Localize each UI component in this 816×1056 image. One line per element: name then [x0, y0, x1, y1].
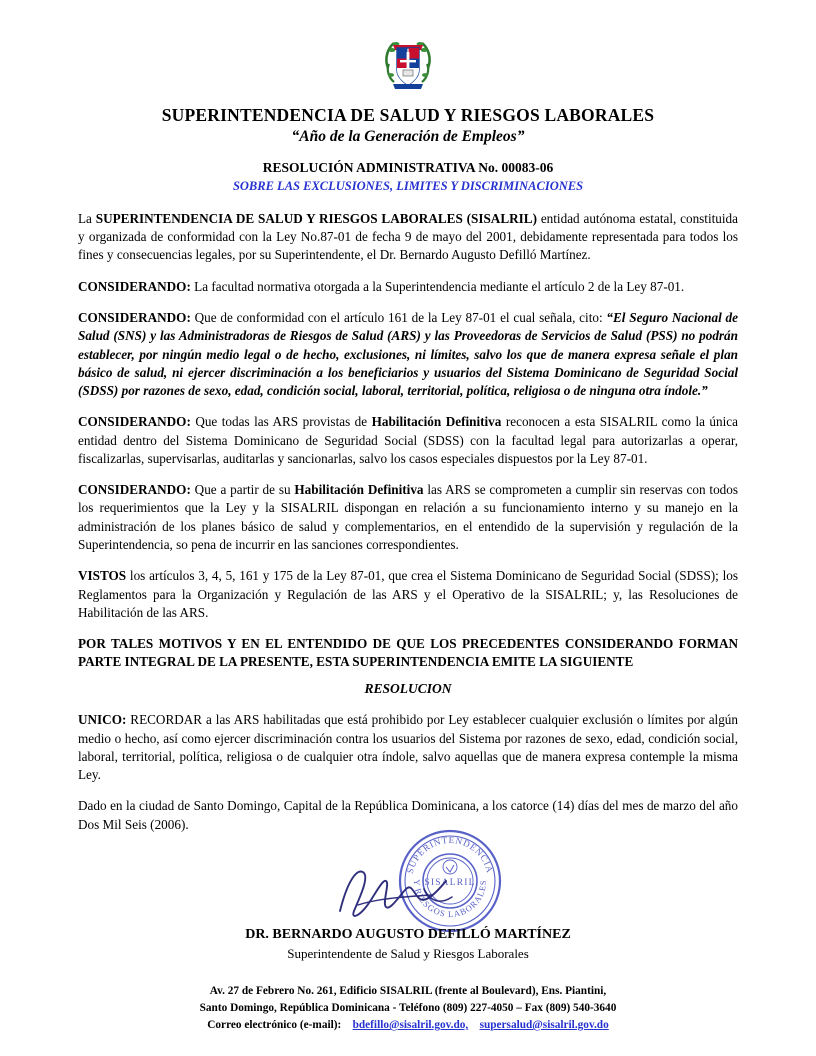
resolucion-heading: RESOLUCION: [364, 680, 452, 696]
year-motto: “Año de la Generación de Empleos”: [291, 127, 525, 145]
signer-role: Superintendente de Salud y Riesgos Laborales: [287, 945, 529, 961]
crest-container: [78, 34, 738, 101]
resolution-number: RESOLUCIÓN ADMINISTRATIVA No. 00083-06: [262, 159, 554, 175]
intro-entity-name: SUPERINTENDENCIA DE SALUD Y RIESGOS LABORALES (SISALRIL): [95, 210, 537, 226]
considerando-2-label: CONSIDERANDO:: [78, 310, 191, 326]
vistos-label: VISTOS: [78, 568, 127, 584]
footer-address-line-2: Santo Domingo, República Dominicana - Teléfono (809) 227-4050 – Fax (809) 540-3640: [199, 1002, 617, 1015]
paragraph-considerando-3: [78, 413, 738, 468]
considerando-4-label: CONSIDERANDO:: [78, 482, 191, 498]
signer-name: DR. BERNARDO AUGUSTO DEFILLÓ MARTÍNEZ: [245, 926, 571, 942]
paragraph-unico: [78, 711, 738, 784]
considerando-3-label: CONSIDERANDO:: [78, 414, 191, 430]
considerando-3-text-b: reconocen a esta SISALRIL como la única entidad dentro del Sistema Dominicano de Seguridad Social (SDSS) con la facultad legal para autorizarlas a operar, fiscalizarlas, supervisarlas, auditarlas y sancionarlas, salvo los casos especiales dispuestos por la Ley 87-01.: [78, 414, 738, 466]
footer: [78, 983, 738, 1034]
paragraph-intro: [78, 210, 738, 265]
resolution-subject: SOBRE LAS EXCLUSIONES, LIMITES Y DISCRIMINACIONES: [232, 178, 584, 193]
paragraph-dado-en: Dado en la ciudad de Santo Domingo, Capital de la República Dominicana, a los catorce (14) días del mes de marzo del año Dos Mil Seis (2006).: [78, 798, 738, 832]
svg-text:SUPERINTENDENCIA: SUPERINTENDENCIA: [404, 834, 496, 875]
considerando-3-text-a: Que todas las ARS provistas de: [190, 414, 372, 430]
intro-rest: entidad autónoma estatal, constituida y organizada de conformidad con la Ley No.87-01 de fecha 9 de mayo del 2001, debidamente representada para todos los fines y consecuencias legales, por su Superintendente, el Dr. Bernardo Augusto Defilló Martínez.: [78, 210, 738, 263]
unico-text: RECORDAR a las ARS habilitadas que está prohibido por Ley establecer cualquier exclusión o límites por algún medio o hecho, así como ejercer discriminación contra los usuarios del Sistema por razones de sexo, edad, condición social, laboral, territorial, política, religiosa o de cualquier otra índole, salvo aquellas que de manera expresa contemple la misma Ley.: [78, 712, 738, 783]
paragraph-vistos: [78, 567, 738, 622]
considerando-1-label: CONSIDERANDO:: [78, 278, 191, 294]
signature-area: [78, 834, 738, 965]
footer-email-row: [78, 1017, 738, 1034]
handwritten-signature-icon: [328, 859, 478, 929]
considerando-4-text-a: Que a partir de su: [190, 482, 295, 498]
intro-lead: La: [78, 210, 96, 226]
vistos-text: los artículos 3, 4, 5, 161 y 175 de la Ley 87-01, que crea el Sistema Dominicano de Seguridad Social (SDSS); los Reglamentos para la Organización y Regulación de las ARS y el Operativo de la SISALRIL; y, las Resoluciones de Habilitación de las ARS.: [78, 568, 738, 620]
footer-address-line-1: Av. 27 de Febrero No. 261, Edificio SISALRIL (frente al Boulevard), Ens. Piantini,: [209, 985, 607, 998]
email-link-supersalud[interactable]: supersalud@sisalril.gov.do: [479, 1019, 609, 1032]
svg-text:SISALRIL: SISALRIL: [424, 877, 476, 888]
organization-title: SUPERINTENDENCIA DE SALUD Y RIESGOS LABORALES: [161, 105, 655, 125]
considerando-1-text: La facultad normativa otorgada a la Superintendencia mediante el artículo 2 de la Ley 87-01.: [190, 278, 685, 294]
unico-label: UNICO:: [78, 712, 127, 728]
svg-text:Y RIESGOS LABORALES: Y RIESGOS LABORALES: [411, 879, 489, 919]
coat-of-arms-icon: [380, 34, 436, 96]
considerando-2-quote: “El Seguro Nacional de Salud (SNS) y las Administradoras de Riesgos de Salud (ARS) y las Proveedoras de Servicios de Salud (PSS) no podrán establecer, por ningún medio legal o de hecho, exclusiones, ni límites, salvo los que de manera expresa señale el plan básico de salud, ni ejercer discriminación a los beneficiarios y usuarios del Sistema Dominicano de Seguridad Social (SDSS) por razones de sexo, edad, condición social, laboral, territorial, política, religiosa o de ninguna otra índole.”: [78, 310, 738, 398]
considerando-4-bold-phrase: Habilitación Definitiva: [294, 482, 424, 498]
considerando-3-bold-phrase: Habilitación Definitiva: [371, 414, 502, 430]
document-body: [78, 210, 738, 834]
footer-email-label: Correo electrónico (e-mail):: [207, 1019, 342, 1032]
paragraph-por-tales-motivos: POR TALES MOTIVOS Y EN EL ENTENDIDO DE QUE LOS PRECEDENTES CONSIDERANDO FORMAN PARTE INTEGRAL DE LA PRESENTE, ESTA SUPERINTENDENCIA EMITE LA SIGUIENTE: [78, 636, 738, 670]
considerando-4-text-b: las ARS se comprometen a cumplir sin reservas con todos los requerimientos que la Ley y la SISALRIL dispongan en relación a su funcionamiento interno y su manejo en la administración de los planes básico de salud y complementarios, en el entendido de la supervisión y regulación de la Superintendencia, so pena de incurrir en las sanciones correspondientes.: [78, 482, 739, 552]
considerando-2-text: Que de conformidad con el artículo 161 de la Ley 87-01 el cual señala, cito:: [190, 310, 607, 326]
email-link-bdefillo[interactable]: bdefillo@sisalril.gov.do,: [352, 1019, 469, 1032]
paragraph-considerando-4: [78, 481, 738, 554]
paragraph-considerando-2: [78, 309, 738, 400]
paragraph-considerando-1: [78, 278, 738, 296]
